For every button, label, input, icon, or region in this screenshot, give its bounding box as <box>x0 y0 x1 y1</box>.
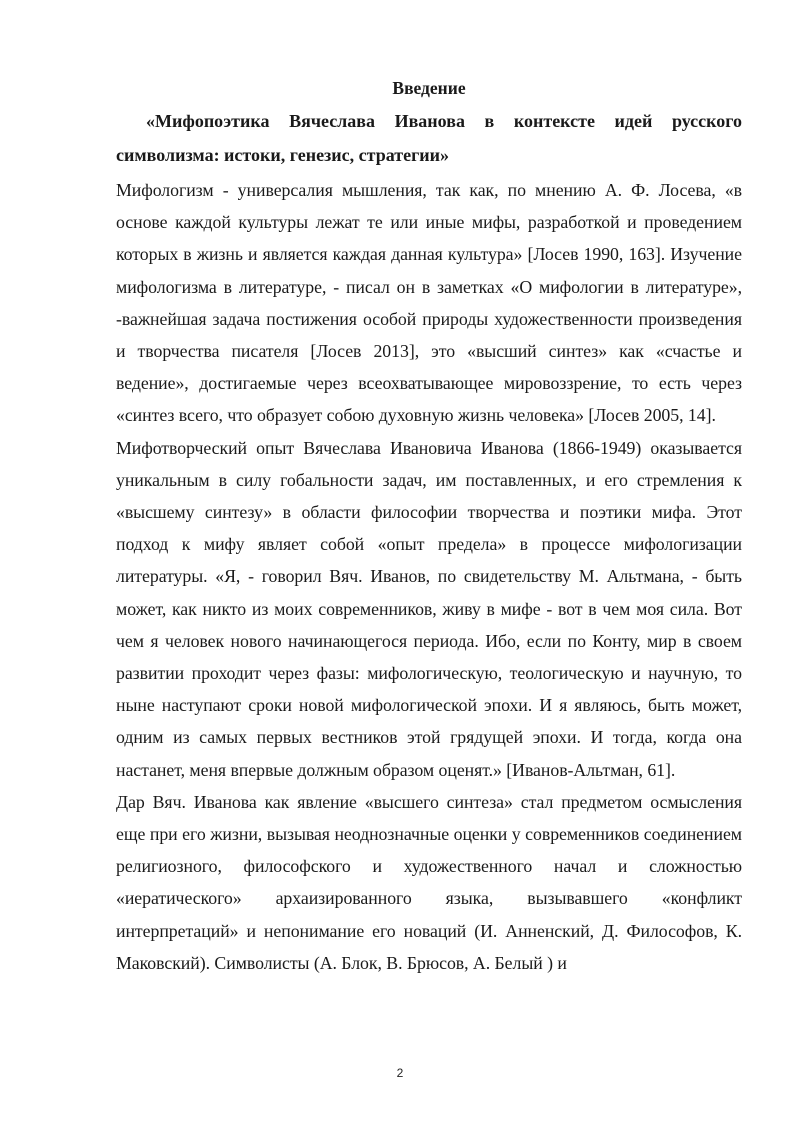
paragraph: Дар Вяч. Иванова как явление «высшего синтеза» стал предметом осмысления еще при его жизни, вызывая неоднозначные оценки у современников соединением религиозного, философского и художественного начал и сложностью «иератического» архаизированного языка, вызывавшего «конфликт интерпретаций» и непонимание его новаций (И. Анненский, Д. Философов, К. Маковский). Символисты (А. Блок, В. Брюсов, А. Белый ) и <box>116 791 742 973</box>
page-content <box>116 74 742 979</box>
paragraph: Мифотворческий опыт Вячеслава Ивановича Иванова (1866-1949) оказывается уникальным в силу гобальности задач, им поставленных, и его стремления к «высшему синтезу» в области философии творчества и поэтики мифа. Этот подход к мифу являет собой «опыт предела» в процессе мифологизации литературы. «Я, - говорил Вяч. Иванов, по свидетельству М. Альтмана, - быть может, как никто из моих современников, живу в мифе - вот в чем моя сила. Вот чем я человек нового начинающегося периода. Ибо, если по Конту, мир в своем развитии проходит через фазы: мифологическую, теологическую и научную, то ныне наступают сроки новой мифологической эпохи. И я являюсь, быть может, одним из самых первых вестников этой грядущей эпохи. И тогда, когда она настанет, меня впервые должным образом оценят.» [Иванов-Альтман, 61]. <box>116 437 742 780</box>
paragraph: Мифологизм - универсалия мышления, так как, по мнению А. Ф. Лосева, «в основе каждой культуры лежат те или иные мифы, разработкой и проведением которых в жизнь и является каждая данная культура» [Лосев 1990, 163]. Изучение мифологизма в литературе, - писал он в заметках «О мифологии в литературе», -важнейшая задача постижения особой природы художественности произведения и творчества писателя [Лосев 2013], это «высший синтез» как «счастье и ведение», достигаемые через всеохватывающее мировоззрение, то есть через «синтез всего, что образует собою духовную жизнь человека» [Лосев 2005, 14]. <box>116 180 742 426</box>
document-subtitle: «Мифопоэтика Вячеслава Иванова в контексте идей русского символизма: истоки, генезис, стратегии» <box>116 111 742 165</box>
page-number: 2 <box>396 1066 404 1080</box>
section-heading: Введение <box>392 78 466 98</box>
